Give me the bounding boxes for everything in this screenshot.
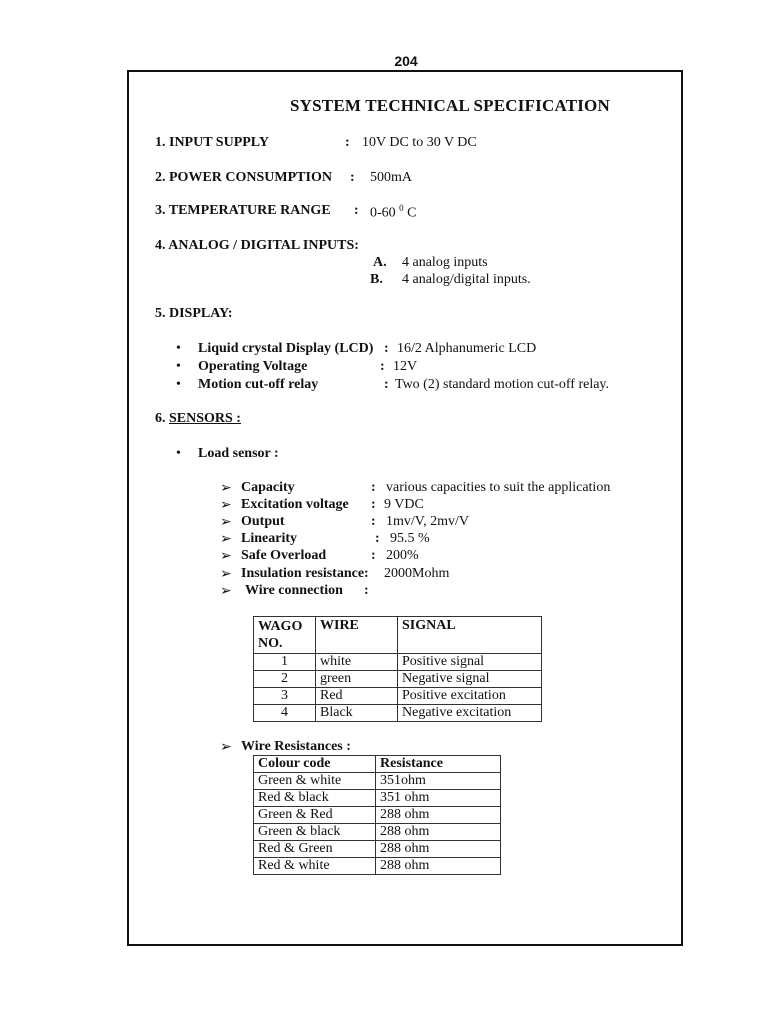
arrow-bullet-icon: ➢	[220, 531, 232, 547]
colour-code-header: Colour code	[254, 756, 376, 773]
bullet-icon: •	[176, 341, 181, 356]
power-consumption-value: 500mA	[370, 170, 412, 185]
arrow-bullet-icon: ➢	[220, 548, 232, 564]
signal-cell: Negative signal	[398, 671, 542, 688]
wire-resistances-label: Wire Resistances :	[241, 739, 351, 754]
operating-voltage-value: 12V	[393, 359, 418, 374]
arrow-bullet-icon: ➢	[220, 480, 232, 496]
wire-connection-label: Wire connection	[245, 583, 343, 598]
linearity-colon: :	[375, 531, 380, 546]
table-row	[254, 654, 542, 671]
output-value: 1mv/V, 2mv/V	[386, 514, 469, 529]
table-header-row	[254, 756, 501, 773]
bullet-icon: •	[176, 446, 181, 461]
analog-inputs-text-b: 4 analog/digital inputs.	[402, 272, 531, 287]
wire-cell: Red	[316, 688, 398, 705]
input-supply-label: 1. INPUT SUPPLY	[155, 135, 269, 150]
document-title: SYSTEM TECHNICAL SPECIFICATION	[290, 96, 610, 115]
resistance-header: Resistance	[376, 756, 501, 773]
power-consumption-label: 2. POWER CONSUMPTION	[155, 170, 332, 185]
output-label: Output	[241, 514, 285, 529]
wire-resistance-table	[253, 755, 501, 875]
temperature-range-colon: :	[354, 203, 359, 218]
motion-relay-label: Motion cut-off relay	[198, 377, 319, 392]
wire-cell: Black	[316, 705, 398, 722]
wago-no-cell: 1	[254, 654, 316, 671]
power-consumption-colon: :	[350, 170, 355, 185]
signal-cell: Negative excitation	[398, 705, 542, 722]
table-row	[254, 824, 501, 841]
arrow-bullet-icon: ➢	[220, 583, 232, 599]
table-row	[254, 841, 501, 858]
lcd-label: Liquid crystal Display (LCD)	[198, 341, 374, 356]
safe-overload-value: 200%	[386, 548, 419, 563]
wire-header: WIRE	[316, 617, 398, 654]
motion-relay-value: Two (2) standard motion cut-off relay.	[395, 377, 610, 392]
table-row	[254, 688, 542, 705]
resistance-cell: 288 ohm	[376, 841, 501, 858]
table-row	[254, 705, 542, 722]
wago-no-cell: 2	[254, 671, 316, 688]
colour-code-cell: Red & Green	[254, 841, 376, 858]
lcd-colon: :	[384, 341, 389, 356]
excitation-voltage-value: 9 VDC	[384, 497, 424, 512]
table-row	[254, 671, 542, 688]
insulation-resistance-label: Insulation resistance:	[241, 566, 369, 581]
load-sensor-label: Load sensor :	[198, 446, 279, 461]
table-header-row	[254, 617, 542, 654]
colour-code-cell: Red & white	[254, 858, 376, 875]
resistance-cell: 351ohm	[376, 773, 501, 790]
arrow-bullet-icon: ➢	[220, 497, 232, 513]
motion-relay-colon: :	[384, 377, 389, 392]
excitation-voltage-colon: :	[371, 497, 376, 512]
operating-voltage-label: Operating Voltage	[198, 359, 308, 374]
resistance-cell: 351 ohm	[376, 790, 501, 807]
capacity-colon: :	[371, 480, 376, 495]
safe-overload-colon: :	[371, 548, 376, 563]
analog-inputs-letter-b: B.	[370, 272, 383, 287]
display-label: 5. DISPLAY:	[155, 306, 233, 321]
analog-inputs-text-a: 4 analog inputs	[402, 255, 488, 270]
table-row	[254, 807, 501, 824]
page-number: 204	[394, 53, 418, 69]
table-row	[254, 773, 501, 790]
wago-no-cell: 3	[254, 688, 316, 705]
wago-no-cell: 4	[254, 705, 316, 722]
wago-wire-table	[253, 616, 542, 722]
linearity-value: 95.5 %	[390, 531, 430, 546]
temperature-range-value: 0-60 $^0$ C	[370, 203, 417, 221]
resistance-cell: 288 ohm	[376, 858, 501, 875]
bullet-icon: •	[176, 377, 181, 392]
resistance-cell: 288 ohm	[376, 807, 501, 824]
input-supply-colon: :	[345, 135, 350, 150]
resistance-cell: 288 ohm	[376, 824, 501, 841]
wire-connection-colon: :	[364, 583, 369, 598]
colour-code-cell: Red & black	[254, 790, 376, 807]
colour-code-cell: Green & black	[254, 824, 376, 841]
arrow-bullet-icon: ➢	[220, 514, 232, 530]
wire-cell: white	[316, 654, 398, 671]
temperature-range-label: 3. TEMPERATURE RANGE	[155, 203, 331, 218]
lcd-value: 16/2 Alphanumeric LCD	[397, 341, 537, 356]
colour-code-cell: Green & white	[254, 773, 376, 790]
input-supply-value: 10V DC to 30 V DC	[362, 135, 477, 150]
colour-code-cell: Green & Red	[254, 807, 376, 824]
signal-cell: Positive excitation	[398, 688, 542, 705]
linearity-label: Linearity	[241, 531, 297, 546]
sensors-heading: 6. SENSORS :	[155, 411, 241, 426]
signal-cell: Positive signal	[398, 654, 542, 671]
signal-header: SIGNAL	[398, 617, 542, 654]
operating-voltage-colon: :	[380, 359, 385, 374]
analog-inputs-letter-a: A.	[373, 255, 387, 270]
output-colon: :	[371, 514, 376, 529]
arrow-bullet-icon: ➢	[220, 566, 232, 582]
analog-digital-inputs-label: 4. ANALOG / DIGITAL INPUTS:	[155, 238, 359, 253]
safe-overload-label: Safe Overload	[241, 548, 327, 563]
wire-cell: green	[316, 671, 398, 688]
table-row	[254, 790, 501, 807]
excitation-voltage-label: Excitation voltage	[241, 497, 349, 512]
wago-no-header: WAGO NO.	[254, 617, 316, 654]
capacity-value: various capacities to suit the application	[386, 480, 611, 495]
table-row	[254, 858, 501, 875]
arrow-bullet-icon: ➢	[220, 739, 232, 755]
bullet-icon: •	[176, 359, 181, 374]
insulation-resistance-value: 2000Mohm	[384, 566, 450, 581]
capacity-label: Capacity	[241, 480, 295, 495]
